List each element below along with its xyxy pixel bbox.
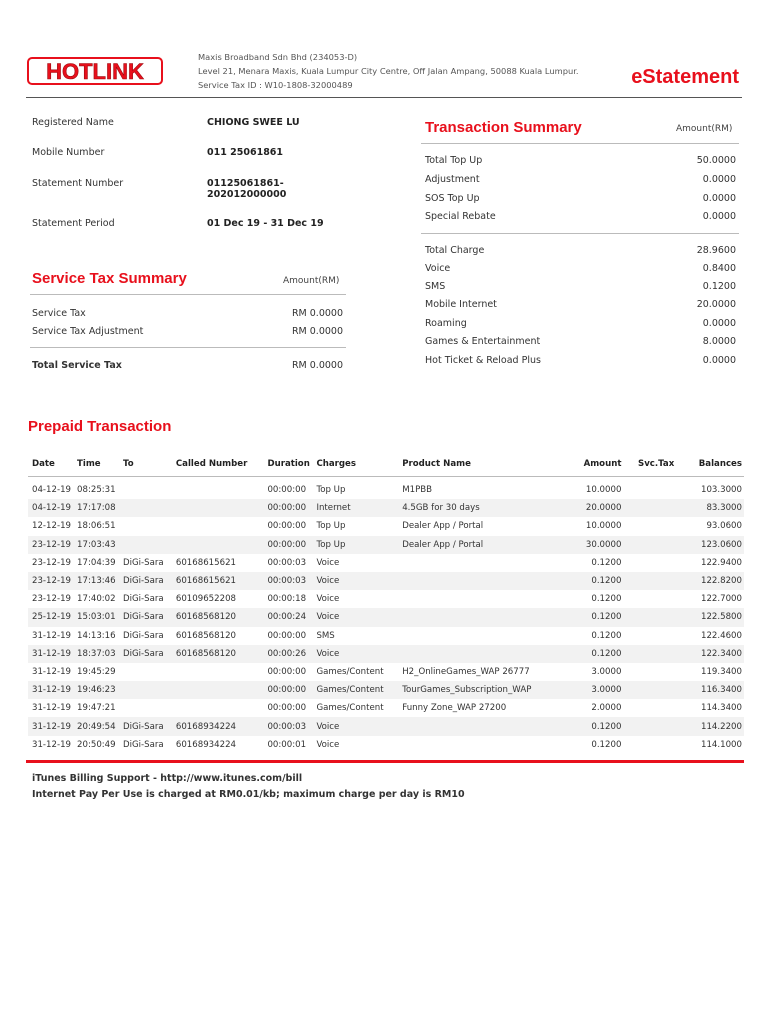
col-time: Time: [77, 459, 101, 469]
cell-date: 23-12-19: [28, 536, 73, 554]
cell-date: 31-12-19: [32, 630, 72, 641]
games-entertainment-label: Games & Entertainment: [425, 336, 541, 347]
cell-charges: Top Up: [316, 485, 346, 496]
cell-svc-tax: [623, 681, 676, 699]
sms-label: SMS: [425, 281, 446, 292]
cell-product-name: [398, 736, 558, 754]
cell-amount: 10.0000: [585, 485, 622, 496]
divider: [28, 476, 744, 477]
total-top-up-value: 50.0000: [696, 155, 736, 166]
cell-charges: Voice: [316, 557, 340, 568]
cell-time: 17:03:43: [73, 536, 119, 554]
cell-time: 18:37:03: [73, 645, 119, 663]
registered-name-label: Registered Name: [32, 117, 114, 128]
cell-amount: 0.1200: [558, 608, 624, 626]
prepaid-transaction-table: [28, 456, 744, 754]
header-divider: [26, 97, 742, 98]
divider: [421, 143, 739, 144]
divider: [30, 347, 346, 348]
table-row: [28, 663, 744, 681]
cell-time: 17:17:08: [73, 499, 119, 517]
cell-date: 04-12-19: [28, 499, 73, 517]
cell-charges: Top Up: [312, 536, 398, 554]
col-charges: Charges: [316, 459, 356, 469]
transaction-summary-amount-head: Amount(RM): [676, 124, 733, 134]
cell-charges: Voice: [316, 739, 340, 750]
cell-duration: 00:00:03: [263, 717, 312, 735]
mobile-internet-value: 20.0000: [696, 299, 736, 310]
cell-amount: 30.0000: [558, 536, 624, 554]
cell-called-number: 60168568120: [172, 608, 264, 626]
cell-product-name: H2_OnlineGames_WAP 26777: [402, 666, 530, 677]
cell-amount: 10.0000: [585, 521, 622, 532]
table-row: [28, 627, 744, 645]
divider: [421, 233, 739, 234]
cell-charges: Games/Content: [316, 703, 384, 714]
special-rebate-label: Special Rebate: [425, 211, 496, 222]
statement-period-label: Statement Period: [32, 218, 115, 229]
cell-svc-tax: [623, 699, 676, 717]
cell-duration: 00:00:01: [267, 739, 307, 750]
divider: [30, 294, 346, 295]
total-service-tax-label: Total Service Tax: [32, 360, 122, 371]
cell-time: 19:46:23: [73, 681, 119, 699]
table-row: [28, 481, 744, 499]
cell-amount: 20.0000: [558, 499, 624, 517]
cell-duration: 00:00:00: [267, 485, 307, 496]
service-tax-amount-head: Amount(RM): [283, 276, 340, 286]
cell-time: 18:06:51: [77, 521, 116, 532]
cell-time: 14:13:16: [77, 630, 116, 641]
cell-time: 19:47:21: [77, 703, 116, 714]
cell-to: [119, 663, 172, 681]
cell-charges: Voice: [316, 594, 340, 605]
total-service-tax-value: RM 0.0000: [291, 360, 343, 371]
cell-product-name: Dealer App / Portal: [398, 536, 558, 554]
adjustment-label: Adjustment: [425, 174, 480, 185]
cell-svc-tax: [623, 499, 676, 517]
cell-balance: 93.0600: [706, 521, 742, 532]
col-date: Date: [32, 459, 55, 469]
games-entertainment-value: 8.0000: [702, 336, 736, 347]
cell-time: 20:50:49: [77, 739, 116, 750]
cell-duration: 00:00:00: [267, 666, 307, 677]
roaming-value: 0.0000: [702, 318, 736, 329]
cell-amount: 2.0000: [591, 703, 622, 714]
cell-to: DiGi-Sara: [119, 608, 172, 626]
cell-date: 31-12-19: [32, 703, 72, 714]
table-row: [28, 681, 744, 699]
company-name: Maxis Broadband Sdn Bhd (234053-D): [198, 52, 358, 62]
cell-balance: 103.3000: [700, 485, 742, 496]
table-row: [28, 572, 744, 590]
cell-charges: Voice: [312, 717, 398, 735]
cell-duration: 00:00:03: [267, 557, 307, 568]
table-row: [28, 717, 744, 735]
service-tax-value: RM 0.0000: [291, 308, 343, 319]
cell-called-number: [172, 499, 264, 517]
cell-svc-tax: [623, 663, 676, 681]
cell-called-number: [172, 663, 264, 681]
cell-time: 20:49:54: [73, 717, 119, 735]
col-to: To: [122, 459, 134, 469]
cell-to: DiGi-Sara: [122, 630, 164, 641]
cell-balance: 114.3400: [700, 703, 742, 714]
cell-product-name: [398, 645, 558, 663]
cell-balance: 116.3400: [676, 681, 744, 699]
cell-to: [119, 536, 172, 554]
cell-product-name: [398, 554, 558, 572]
total-top-up-label: Total Top Up: [425, 155, 483, 166]
cell-balance: 122.5800: [676, 608, 744, 626]
cell-charges: Internet: [312, 499, 398, 517]
cell-product-name: M1PBB: [402, 485, 433, 496]
prepaid-transaction-title: Prepaid Transaction: [28, 418, 172, 435]
sos-top-up-value: 0.0000: [702, 193, 736, 204]
table-row: [28, 736, 744, 754]
cell-to: [119, 517, 172, 535]
service-tax-title: Service Tax Summary: [32, 270, 187, 287]
cell-duration: 00:00:00: [267, 703, 307, 714]
cell-product-name: 4.5GB for 30 days: [398, 499, 558, 517]
hot-ticket-value: 0.0000: [702, 355, 736, 366]
cell-date: 31-12-19: [32, 666, 72, 677]
cell-charges: Voice: [312, 572, 398, 590]
cell-called-number: 60168568120: [172, 645, 264, 663]
col-amount: Amount: [583, 459, 622, 469]
voice-value: 0.8400: [702, 263, 736, 274]
cell-balance: 114.1000: [700, 739, 742, 750]
service-tax-label: Service Tax: [32, 308, 86, 319]
statement-number-value: [207, 178, 286, 200]
cell-charges: Voice: [312, 645, 398, 663]
cell-date: 31-12-19: [28, 645, 73, 663]
col-product-name: Product Name: [402, 459, 471, 469]
internet-charge-note: Internet Pay Per Use is charged at RM0.01/kb; maximum charge per day is RM10: [32, 789, 465, 800]
cell-to: [119, 699, 172, 717]
sms-value: 0.1200: [702, 281, 736, 292]
col-svc-tax: Svc.Tax: [638, 459, 675, 469]
cell-product-name: [398, 608, 558, 626]
cell-charges: Games/Content: [316, 666, 384, 677]
total-charge-value: 28.9600: [696, 245, 736, 256]
cell-amount: 3.0000: [558, 681, 624, 699]
cell-to: DiGi-Sara: [122, 557, 164, 568]
table-row: [28, 499, 744, 517]
cell-called-number: 60109652208: [175, 594, 237, 605]
cell-date: 23-12-19: [32, 594, 72, 605]
cell-date: 23-12-19: [32, 557, 72, 568]
cell-called-number: 60168615621: [172, 572, 264, 590]
cell-date: 25-12-19: [28, 608, 73, 626]
cell-date: 04-12-19: [32, 485, 72, 496]
col-balances: Balances: [698, 459, 742, 469]
table-row: [28, 590, 744, 608]
cell-time: 08:25:31: [77, 485, 116, 496]
cell-svc-tax: [623, 481, 676, 499]
statement-number-line1: 01125061861-: [207, 178, 284, 189]
transaction-summary-title: Transaction Summary: [425, 119, 582, 136]
cell-duration: 00:00:00: [267, 630, 307, 641]
cell-duration: 00:00:03: [263, 572, 312, 590]
cell-svc-tax: [623, 536, 676, 554]
table-row: [28, 645, 744, 663]
cell-to: DiGi-Sara: [119, 645, 172, 663]
cell-charges: Games/Content: [312, 681, 398, 699]
cell-to: [119, 681, 172, 699]
cell-balance: 122.3400: [676, 645, 744, 663]
cell-duration: 00:00:26: [263, 645, 312, 663]
cell-svc-tax: [623, 590, 676, 608]
cell-time: 17:04:39: [77, 557, 116, 568]
col-duration: Duration: [267, 459, 310, 469]
cell-duration: 00:00:00: [267, 521, 307, 532]
cell-svc-tax: [623, 736, 676, 754]
registered-name-value: CHIONG SWEE LU: [207, 117, 300, 128]
table-row: [28, 536, 744, 554]
cell-balance: 114.2200: [676, 717, 744, 735]
special-rebate-value: 0.0000: [702, 211, 736, 222]
cell-svc-tax: [623, 572, 676, 590]
cell-balance: 83.3000: [676, 499, 744, 517]
cell-called-number: 60168934224: [172, 717, 264, 735]
cell-time: 17:40:02: [77, 594, 116, 605]
cell-duration: 00:00:18: [267, 594, 307, 605]
cell-amount: 3.0000: [591, 666, 622, 677]
cell-called-number: [172, 481, 264, 499]
mobile-internet-label: Mobile Internet: [425, 299, 497, 310]
cell-to: DiGi-Sara: [122, 594, 164, 605]
cell-duration: 00:00:00: [263, 499, 312, 517]
cell-to: [119, 481, 172, 499]
cell-called-number: [172, 517, 264, 535]
mobile-number-value: 011 25061861: [207, 147, 284, 158]
cell-charges: Voice: [312, 608, 398, 626]
cell-date: 12-12-19: [32, 521, 72, 532]
cell-called-number: [172, 536, 264, 554]
cell-date: 31-12-19: [28, 681, 73, 699]
cell-time: 15:03:01: [73, 608, 119, 626]
service-tax-adjustment-label: Service Tax Adjustment: [32, 326, 144, 337]
svg-text:HOTLINK: HOTLINK: [46, 59, 144, 84]
col-called-number: Called Number: [175, 459, 248, 469]
cell-called-number: 60168615621: [175, 557, 237, 568]
cell-duration: 00:00:00: [263, 536, 312, 554]
table-row: [28, 517, 744, 535]
table-row: [28, 554, 744, 572]
cell-svc-tax: [623, 517, 676, 535]
voice-label: Voice: [425, 263, 451, 274]
footer-red-bar: [26, 760, 744, 763]
cell-amount: 0.1200: [558, 717, 624, 735]
cell-product-name: Dealer App / Portal: [402, 521, 484, 532]
cell-called-number: 60168568120: [175, 630, 237, 641]
cell-product-name: [398, 590, 558, 608]
cell-date: 23-12-19: [28, 572, 73, 590]
adjustment-value: 0.0000: [702, 174, 736, 185]
cell-balance: 122.4600: [700, 630, 742, 641]
cell-product-name: [398, 717, 558, 735]
statement-number-line2: 202012000000: [207, 189, 287, 200]
cell-product-name: [398, 572, 558, 590]
table-row: [28, 699, 744, 717]
cell-balance: 122.8200: [676, 572, 744, 590]
table-body: [28, 481, 744, 754]
mobile-number-label: Mobile Number: [32, 147, 105, 158]
cell-amount: 0.1200: [591, 557, 622, 568]
cell-amount: 0.1200: [558, 645, 624, 663]
itunes-billing-note: iTunes Billing Support - http://www.itunes.com/bill: [32, 773, 303, 784]
cell-date: 31-12-19: [28, 717, 73, 735]
cell-charges: Top Up: [316, 521, 346, 532]
roaming-label: Roaming: [425, 318, 467, 329]
total-charge-label: Total Charge: [425, 245, 485, 256]
table-row: [28, 608, 744, 626]
cell-to: [119, 499, 172, 517]
document-title: eStatement: [631, 66, 739, 88]
cell-balance: 119.3400: [700, 666, 742, 677]
cell-duration: 00:00:00: [263, 681, 312, 699]
cell-called-number: 60168934224: [175, 739, 237, 750]
cell-to: DiGi-Sara: [119, 717, 172, 735]
cell-duration: 00:00:24: [263, 608, 312, 626]
cell-svc-tax: [623, 554, 676, 572]
statement-period-value: 01 Dec 19 - 31 Dec 19: [207, 218, 324, 229]
cell-product-name: TourGames_Subscription_WAP: [398, 681, 558, 699]
cell-balance: 122.9400: [700, 557, 742, 568]
statement-number-label: Statement Number: [32, 178, 124, 189]
service-tax-id: Service Tax ID : W10-1808-32000489: [198, 80, 353, 90]
cell-balance: 123.0600: [676, 536, 744, 554]
cell-time: 17:13:46: [73, 572, 119, 590]
cell-called-number: [172, 699, 264, 717]
cell-svc-tax: [623, 645, 676, 663]
cell-svc-tax: [623, 608, 676, 626]
company-info: [198, 50, 579, 92]
cell-amount: 0.1200: [591, 739, 622, 750]
cell-amount: 0.1200: [591, 630, 622, 641]
cell-balance: 122.7000: [700, 594, 742, 605]
cell-amount: 0.1200: [558, 572, 624, 590]
cell-product-name: [398, 627, 558, 645]
hotlink-logo: [26, 54, 166, 88]
cell-svc-tax: [623, 717, 676, 735]
cell-svc-tax: [623, 627, 676, 645]
sos-top-up-label: SOS Top Up: [425, 193, 480, 204]
cell-date: 31-12-19: [32, 739, 72, 750]
cell-charges: SMS: [316, 630, 335, 641]
table-header-row: [28, 456, 744, 472]
cell-product-name: Funny Zone_WAP 27200: [402, 703, 507, 714]
hot-ticket-label: Hot Ticket & Reload Plus: [425, 355, 541, 366]
cell-to: DiGi-Sara: [119, 572, 172, 590]
cell-to: DiGi-Sara: [122, 739, 164, 750]
service-tax-adjustment-value: RM 0.0000: [291, 326, 343, 337]
cell-amount: 0.1200: [591, 594, 622, 605]
cell-time: 19:45:29: [77, 666, 116, 677]
cell-called-number: [172, 681, 264, 699]
company-address: Level 21, Menara Maxis, Kuala Lumpur City Centre, Off Jalan Ampang, 50088 Kuala Lumpur.: [198, 66, 579, 76]
